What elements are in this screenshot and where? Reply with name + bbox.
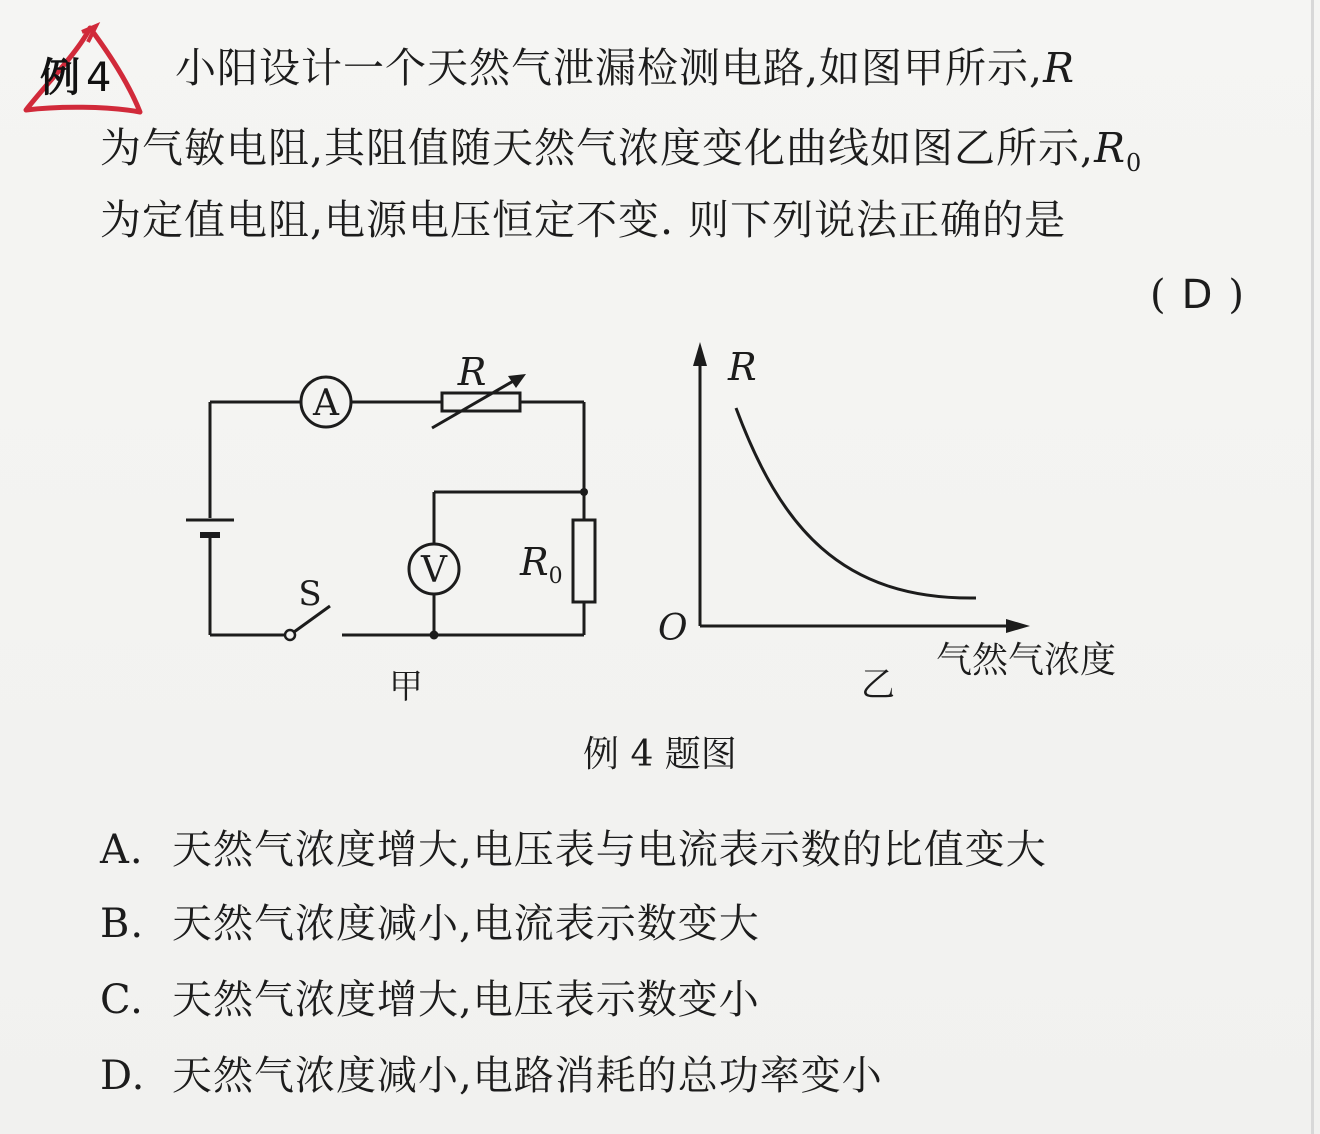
x-axis-arrow [1006,619,1030,633]
x-axis-label: 气然气浓度 [936,640,1117,681]
switch-label: S [298,574,322,614]
question-line-2-var: R [1094,124,1126,172]
question-line-1 [175,44,1075,92]
switch-pivot [285,630,295,640]
option-d [100,1044,883,1101]
question-line-2-text: 为气敏电阻,其阻值随天然气浓度变化曲线如图乙所示, [100,124,1095,172]
ammeter-label: A [313,383,339,424]
question-line-1-var: R [1043,44,1075,92]
figure-caption: 例 4 题图 [583,734,737,775]
junction-dot-bottom [430,631,439,640]
junction-dot-right [580,488,588,496]
circuit-diagram [170,340,630,720]
option-b-text: 天然气浓度减小,电流表示数变大 [172,901,760,947]
option-c-text: 天然气浓度增大,电压表示数变小 [172,977,760,1023]
answer-bracket [1150,272,1244,318]
circuit-caption: 甲 [389,667,423,707]
question-line-1-text: 小阳设计一个天然气泄漏检测电路,如图甲所示, [175,44,1044,92]
resistance-graph [650,336,1190,706]
graph-caption: 乙 [861,665,895,705]
answer-open: ( [1150,272,1166,318]
resistor-label: R [457,350,487,394]
answer-letter: D [1181,272,1213,318]
option-b-key: B. [100,901,145,947]
example-label [40,46,111,103]
fixed-resistor-label: $R_0$ [520,540,563,589]
voltmeter-label: V [421,550,447,591]
page-edge [1311,0,1314,1134]
option-d-key: D. [100,1053,146,1099]
example-number: 4 [86,55,112,101]
origin-label: O [658,608,688,649]
variable-resistor [442,393,520,411]
question-line-2 [100,124,1143,178]
option-a-key: A. [100,827,144,873]
example-word: 例 [40,55,80,101]
y-axis-label: R [728,345,757,389]
question-line-3: 为定值电阻,电源电压恒定不变. 则下列说法正确的是 [100,196,1067,244]
option-c-key: C. [100,977,144,1023]
option-c [100,968,760,1025]
answer-close: ) [1228,272,1245,318]
question-line-2-sub: 0 [1125,149,1143,178]
option-a [100,818,1047,875]
resistance-curve [736,408,976,598]
fixed-resistor [573,520,595,602]
y-axis-arrow [693,342,707,366]
option-a-text: 天然气浓度增大,电压表与电流表示数的比值变大 [172,827,1047,873]
option-d-text: 天然气浓度减小,电路消耗的总功率变小 [172,1053,883,1099]
option-b [100,892,760,949]
